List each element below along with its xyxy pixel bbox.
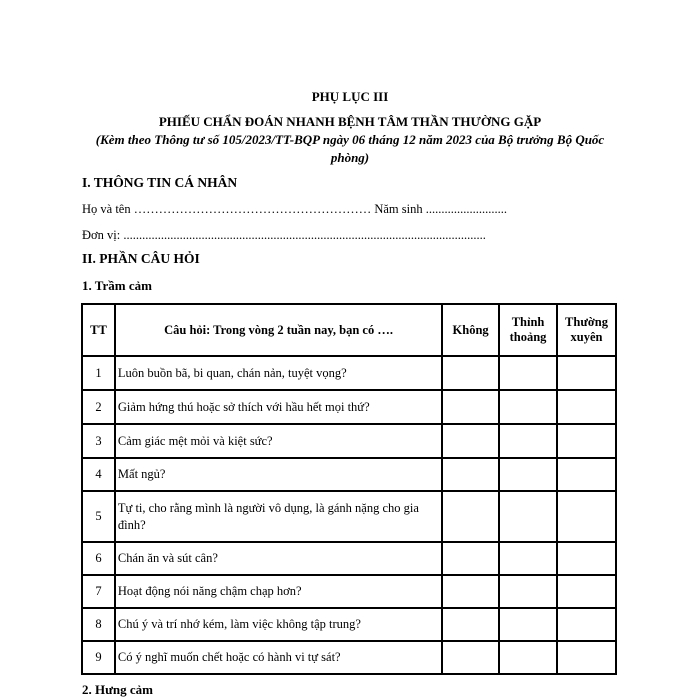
row-number: 2 xyxy=(82,390,115,424)
header-often xyxy=(557,304,616,356)
row-question: Luôn buồn bã, bi quan, chán nản, tuyệt vọng? xyxy=(115,356,442,390)
answer-sometimes-cell[interactable] xyxy=(499,641,557,674)
form-title: PHIẾU CHẨN ĐOÁN NHANH BỆNH TÂM THẦN THƯỜNG GẶP xyxy=(158,114,542,129)
row-number: 5 xyxy=(82,491,115,542)
unit-line: Đơn vị: .................................................................................................................... xyxy=(82,228,486,242)
row-question: Hoạt động nói năng chậm chạp hơn? xyxy=(115,575,442,608)
answer-often-cell[interactable] xyxy=(557,575,616,608)
answer-never-cell[interactable] xyxy=(442,424,499,458)
answer-never-cell[interactable] xyxy=(442,491,499,542)
answer-sometimes-cell[interactable] xyxy=(499,458,557,491)
row-number: 1 xyxy=(82,356,115,390)
answer-sometimes-cell[interactable] xyxy=(499,491,557,542)
row-number: 6 xyxy=(82,542,115,575)
header-question: Câu hỏi: Trong vòng 2 tuần nay, bạn có …. xyxy=(115,304,442,356)
answer-never-cell[interactable] xyxy=(442,542,499,575)
answer-sometimes-cell[interactable] xyxy=(499,424,557,458)
answer-never-cell[interactable] xyxy=(442,458,499,491)
row-number: 4 xyxy=(82,458,115,491)
header-often-label: Thường xuyên xyxy=(565,315,608,344)
table-row xyxy=(82,390,616,424)
row-question: Chú ý và trí nhớ kém, làm việc không tập trung? xyxy=(115,608,442,641)
header-never: Không xyxy=(442,304,499,356)
answer-never-cell[interactable] xyxy=(442,575,499,608)
subsection-depression: 1. Trầm cảm xyxy=(82,278,152,293)
row-question: Cảm giác mệt mỏi và kiệt sức? xyxy=(115,424,442,458)
header-sometimes-label: Thỉnh thoảng xyxy=(509,315,547,344)
table-row xyxy=(82,542,616,575)
subsection-mania: 2. Hưng cảm xyxy=(82,682,153,697)
answer-often-cell[interactable] xyxy=(557,424,616,458)
row-question: Giảm hứng thú hoặc sở thích với hầu hết mọi thứ? xyxy=(115,390,442,424)
section-questions-heading: II. PHẦN CÂU HỎI xyxy=(82,251,200,266)
row-question: Tự ti, cho rằng mình là người vô dụng, là gánh nặng cho gia đình? xyxy=(115,491,442,542)
header-sometimes xyxy=(499,304,557,356)
answer-often-cell[interactable] xyxy=(557,641,616,674)
answer-sometimes-cell[interactable] xyxy=(499,390,557,424)
row-number: 7 xyxy=(82,575,115,608)
table-row xyxy=(82,424,616,458)
row-question: Có ý nghĩ muốn chết hoặc có hành vi tự sát? xyxy=(115,641,442,674)
appendix-label: PHỤ LỤC III xyxy=(311,89,389,104)
form-subtitle: (Kèm theo Thông tư số 105/2023/TT-BQP ngày 06 tháng 12 năm 2023 của Bộ trưởng Bộ Quốc phòng) xyxy=(95,132,605,165)
answer-often-cell[interactable] xyxy=(557,542,616,575)
table-row xyxy=(82,356,616,390)
header-tt: TT xyxy=(82,304,115,356)
row-question: Chán ăn và sút cân? xyxy=(115,542,442,575)
answer-never-cell[interactable] xyxy=(442,641,499,674)
answer-never-cell[interactable] xyxy=(442,356,499,390)
section-personal-info-heading: I. THÔNG TIN CÁ NHÂN xyxy=(82,175,238,190)
answer-often-cell[interactable] xyxy=(557,491,616,542)
table-header-row xyxy=(82,304,616,356)
row-number: 3 xyxy=(82,424,115,458)
row-number: 9 xyxy=(82,641,115,674)
row-number: 8 xyxy=(82,608,115,641)
answer-never-cell[interactable] xyxy=(442,608,499,641)
answer-often-cell[interactable] xyxy=(557,458,616,491)
table-row xyxy=(82,608,616,641)
answer-sometimes-cell[interactable] xyxy=(499,356,557,390)
answer-never-cell[interactable] xyxy=(442,390,499,424)
answer-often-cell[interactable] xyxy=(557,356,616,390)
row-question: Mất ngủ? xyxy=(115,458,442,491)
answer-sometimes-cell[interactable] xyxy=(499,608,557,641)
depression-questionnaire-table xyxy=(81,303,617,675)
table-row xyxy=(82,641,616,674)
answer-often-cell[interactable] xyxy=(557,390,616,424)
answer-sometimes-cell[interactable] xyxy=(499,575,557,608)
name-birthyear-line: Họ và tên ………………………………………………… Năm sinh .......................... xyxy=(82,202,507,216)
answer-sometimes-cell[interactable] xyxy=(499,542,557,575)
table-row xyxy=(82,458,616,491)
answer-often-cell[interactable] xyxy=(557,608,616,641)
table-row xyxy=(82,491,616,542)
table-row xyxy=(82,575,616,608)
